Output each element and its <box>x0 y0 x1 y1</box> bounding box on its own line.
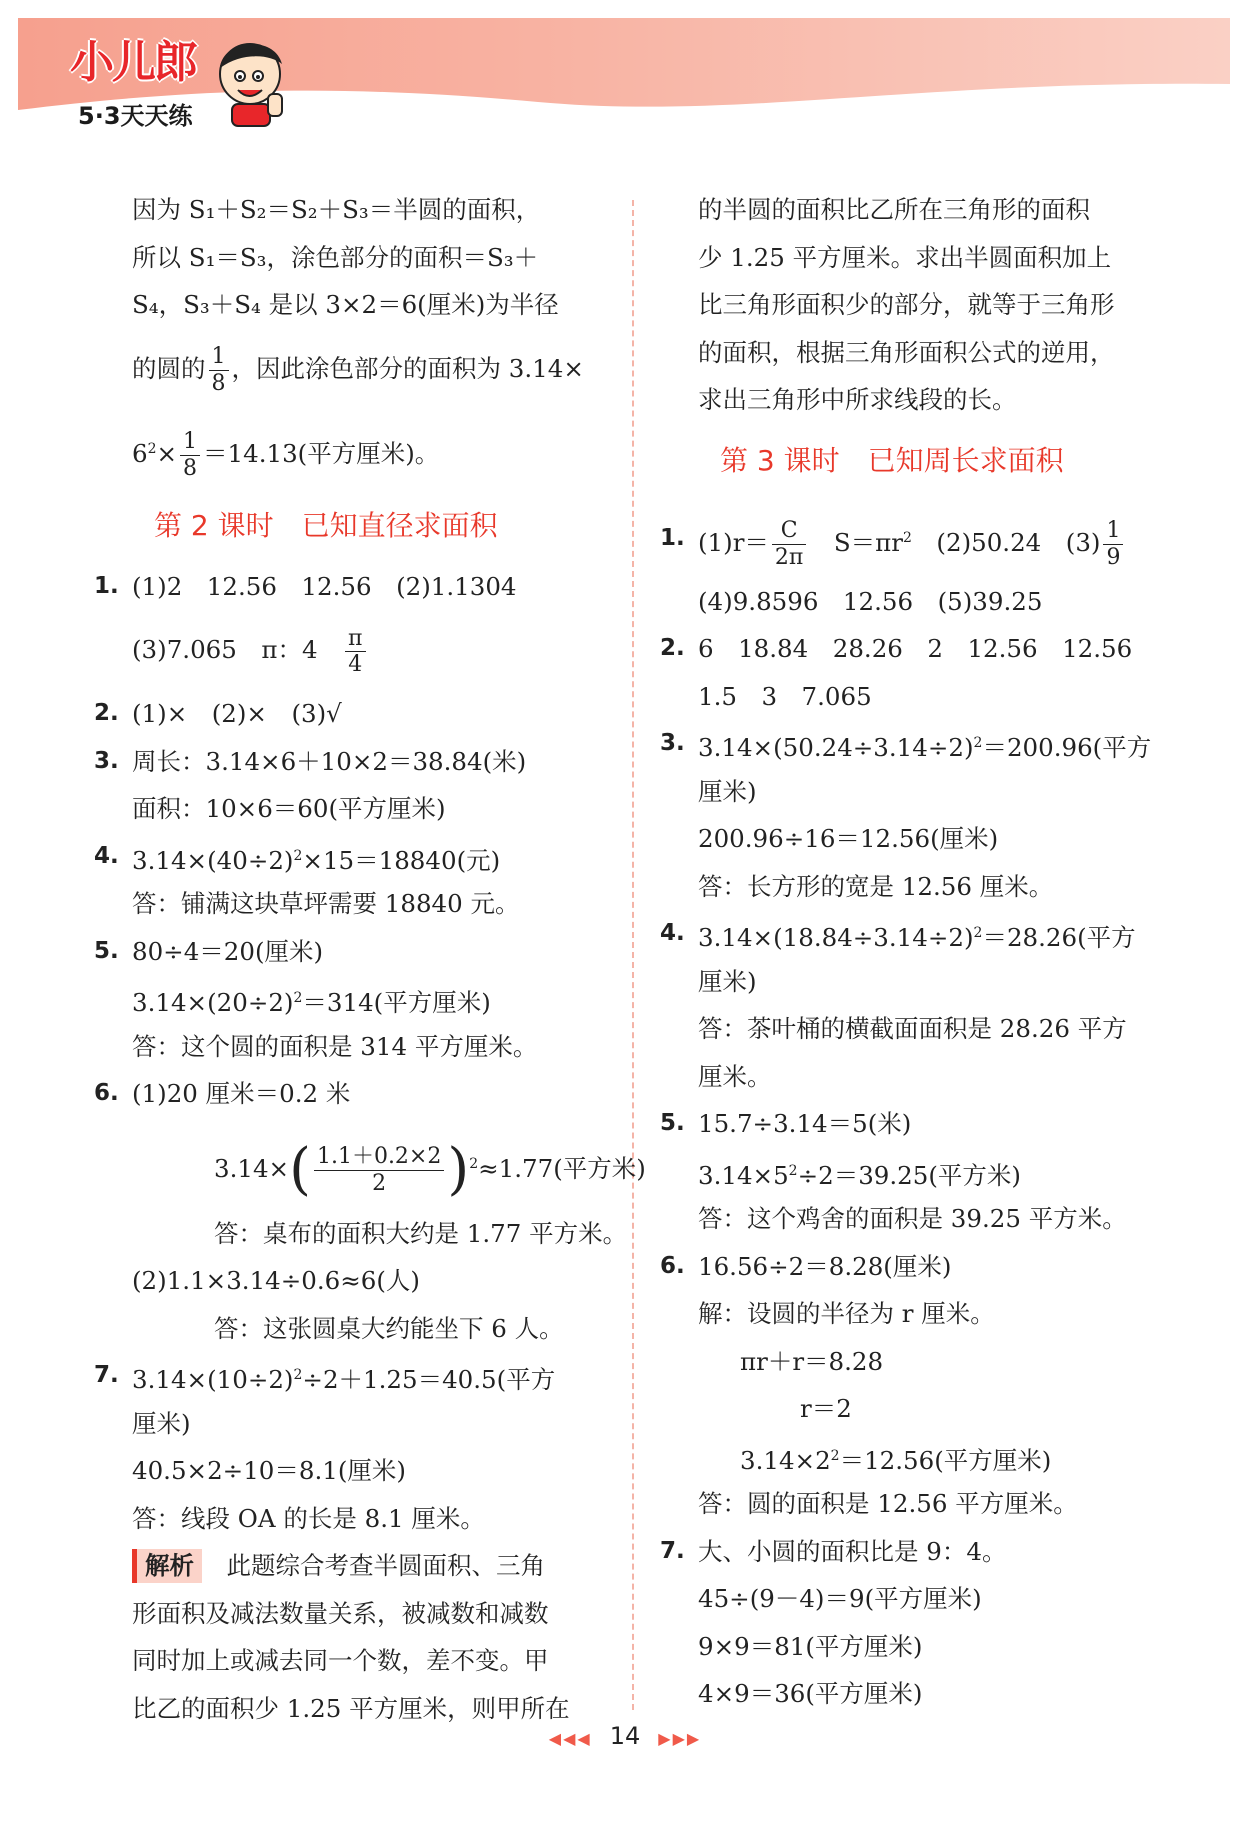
question-6: 6. 16.56÷2＝8.28(厘米) <box>660 1251 952 1281</box>
question-7-step: 45÷(9－4)＝9(平方厘米) <box>698 1584 982 1613</box>
question-2: 2. 6 18.84 28.26 2 12.56 12.56 <box>660 634 1133 663</box>
fraction: $\frac{1}{8}$ <box>209 344 229 396</box>
text-line: 的圆的 $\frac{1}{8}$ ，因此涂色部分的面积为 3.14× <box>132 344 584 396</box>
page-number: 14 <box>609 1722 641 1750</box>
question-7-answer: 答：线段 OA 的长是 8.1 厘米。 <box>132 1503 485 1533</box>
analysis-line: 同时加上或减去同一个数，差不变。甲 <box>132 1646 549 1675</box>
question-7: 7. $3.14\times(10\div 2)^2\div 2+1.25=40.5$(平方 <box>94 1362 556 1395</box>
question-5-answer: 答：这个圆的面积是 314 平方厘米。 <box>132 1031 538 1061</box>
question-7: 7. 大、小圆的面积比是 9：4。 <box>660 1536 1007 1566</box>
question-5: 5. 80÷4＝20(厘米) <box>94 936 324 966</box>
right-column <box>660 186 1180 1718</box>
analysis-tag: 解析 <box>132 1549 202 1583</box>
text-line: 所以 S₁＝S₃，涂色部分的面积＝S₃＋ <box>132 242 539 272</box>
text-line: $6^2\times$ $\frac{1}{8}$ ＝14.13(平方厘米)。 <box>132 429 440 481</box>
question-2: 2. (1)× (2)× (3)√ <box>94 699 342 728</box>
text-line: S₄，S₃＋S₄ 是以 3×2＝6(厘米)为半径 <box>132 290 559 319</box>
prev-arrows-icon: ◀◀◀ <box>548 1729 592 1748</box>
question-2-cont: 1.5 3 7.065 <box>698 681 872 711</box>
section-title-lesson-2: 第 2 课时 已知直径求面积 <box>154 508 498 542</box>
question-6-cont: 解：设圆的半径为 r 厘米。 <box>698 1299 995 1328</box>
question-3-answer: 答：长方形的宽是 12.56 厘米。 <box>698 871 1054 901</box>
question-1: 1. (1)r＝ $\frac{C}{2\pi}$ $S=\pi r^2$ (2)50.24 (3) $\frac{1}{9}$ <box>660 498 1180 578</box>
question-5-cont: $3.14\times(20\div 2)^2=314$(平方厘米) <box>132 988 491 1018</box>
question-5-cont: $3.14\times 5^2\div 2=39.25$(平方米) <box>698 1160 1021 1190</box>
question-5: 5. 15.7÷3.14＝5(米) <box>660 1109 912 1138</box>
question-3: 3. $3.14\times(50.24\div 3.14\div 2)^2=200.96$(平方 <box>660 730 1152 763</box>
fraction: $\frac{1}{8}$ <box>180 429 200 481</box>
section-title-lesson-3: 第 3 课时 已知周长求面积 <box>720 443 1064 477</box>
question-6-eq2: r＝2 <box>800 1394 852 1423</box>
fraction: $\frac{1}{9}$ <box>1103 518 1123 570</box>
text-line: 求出三角形中所求线段的长。 <box>698 385 1017 414</box>
next-arrows-icon: ▶▶▶ <box>658 1729 702 1748</box>
question-7-step: 4×9＝36(平方厘米) <box>698 1679 923 1708</box>
analysis-line: 形面积及减法数量关系，被减数和减数 <box>132 1598 549 1628</box>
mascot-boy-icon <box>212 32 292 128</box>
question-3: 3. 周长：3.14×6＋10×2＝38.84(米) <box>94 746 527 776</box>
question-6-part2: (2)1.1×3.14÷0.6≈6(人) <box>132 1266 420 1295</box>
question-3-step: 200.96÷16＝12.56(厘米) <box>698 824 999 853</box>
banner-wave <box>18 18 1230 136</box>
question-4: 4. $3.14\times(40\div 2)^2\times 15=18840$(元) <box>94 842 501 875</box>
text-line: 少 1.25 平方厘米。求出半圆面积加上 <box>698 242 1112 272</box>
question-5-answer: 答：这个鸡舍的面积是 39.25 平方米。 <box>698 1204 1127 1233</box>
question-6-step: $3.14\times 2^2=12.56$(平方厘米) <box>740 1445 1052 1475</box>
logo-text: 小儿郎 <box>70 37 196 88</box>
fraction: $\frac{\pi}{4}$ <box>345 626 365 678</box>
question-6: 6. (1)20 厘米＝0.2 米 <box>94 1079 351 1108</box>
question-1-cont: (4)9.8596 12.56 (5)39.25 <box>698 586 1043 616</box>
question-7-step: 9×9＝81(平方厘米) <box>698 1631 923 1661</box>
analysis-line: 比乙的面积少 1.25 平方厘米，则甲所在 <box>132 1693 570 1723</box>
left-column <box>94 186 646 1732</box>
question-6-answer: 答：桌布的面积大约是 1.77 平方米。 <box>214 1218 628 1248</box>
question-1-cont: (3)7.065 π：4 $\frac{\pi}{4}$ <box>94 610 604 690</box>
fraction: $\frac{1.1+0.2\times 2}{2}$ <box>314 1144 444 1196</box>
section-heading <box>660 424 1180 498</box>
question-6-eq1: πr＋r＝8.28 <box>740 1346 884 1376</box>
question-6-answer2: 答：这张圆桌大约能坐下 6 人。 <box>214 1313 564 1343</box>
text-line: 的面积，根据三角形面积公式的逆用， <box>698 337 1115 367</box>
text-line: 的半圆的面积比乙所在三角形的面积 <box>698 195 1090 224</box>
question-4: 4. $3.14\times(18.84\div 3.14\div 2)^2=28.26$(平方 <box>660 920 1136 953</box>
question-3-cont: 面积：10×6＝60(平方厘米) <box>132 794 446 823</box>
question-6-formula: 3.14×( $\frac{1.1+0.2\times 2}{2}$ )$^2$≈1.77(平方米) <box>214 1137 646 1203</box>
question-7-step: 40.5×2÷10＝8.1(厘米) <box>132 1456 406 1485</box>
question-6-answer: 答：圆的面积是 12.56 平方厘米。 <box>698 1489 1078 1518</box>
question-4-answer: 答：茶叶桶的横截面面积是 28.26 平方 <box>698 1014 1127 1043</box>
column-divider <box>632 200 634 1710</box>
series-name: 5·3天天练 <box>78 102 193 130</box>
fraction: $\frac{C}{2\pi}$ <box>772 518 806 570</box>
question-4-answer: 答：铺满这块草坪需要 18840 元。 <box>132 889 520 918</box>
page-footer <box>0 1722 1250 1750</box>
section-heading <box>94 489 604 563</box>
text-line: 因为 S₁＋S₂＝S₂＋S₃＝半圆的面积， <box>132 195 541 224</box>
text-line: 比三角形面积少的部分，就等于三角形 <box>698 290 1115 319</box>
question-3-cont: 厘米) <box>698 776 757 806</box>
question-4-cont: 厘米) <box>698 966 757 996</box>
analysis-line: 解析 此题综合考查半圆面积、三角 <box>94 1542 604 1590</box>
question-4-answer-cont: 厘米。 <box>698 1061 772 1091</box>
header-banner <box>18 18 1230 136</box>
question-1: 1. (1)2 12.56 12.56 (2)1.1304 <box>94 571 517 601</box>
question-7-cont: 厘米) <box>132 1408 191 1438</box>
